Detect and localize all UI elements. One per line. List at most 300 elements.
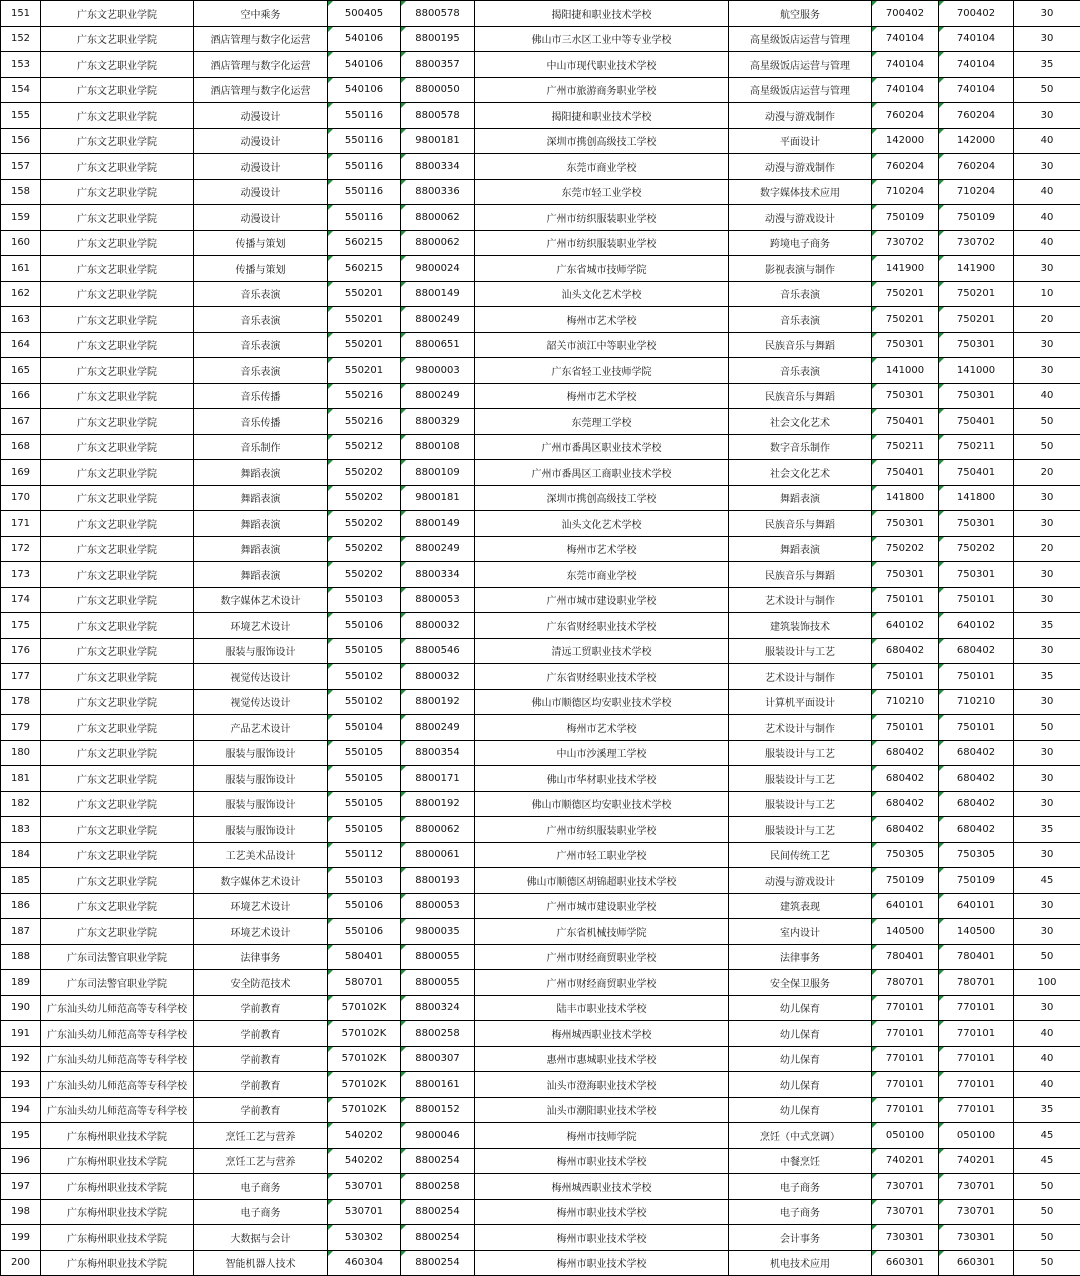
cell-secondary-major: 数字媒体技术应用 bbox=[729, 179, 872, 205]
cell-major-code: 540106 bbox=[328, 77, 401, 103]
cell-school-code: 8800050 bbox=[401, 77, 475, 103]
cell-row-number: 161 bbox=[1, 256, 41, 282]
table-row bbox=[1, 205, 1080, 231]
table-row bbox=[1, 1097, 1080, 1123]
cell-college: 广东文艺职业学院 bbox=[41, 358, 194, 384]
cell-major-code: 550202 bbox=[328, 485, 401, 511]
cell-school-code: 8800336 bbox=[401, 179, 475, 205]
cell-major-code: 550202 bbox=[328, 460, 401, 486]
table-row bbox=[1, 970, 1080, 996]
cell-school-code: 8800354 bbox=[401, 740, 475, 766]
table-row bbox=[1, 154, 1080, 180]
cell-secondary-code-a: 680402 bbox=[872, 740, 939, 766]
cell-secondary-major: 舞蹈表演 bbox=[729, 536, 872, 562]
cell-secondary-code-b: 750109 bbox=[939, 868, 1014, 894]
cell-quota: 20 bbox=[1014, 460, 1080, 486]
cell-secondary-major: 航空服务 bbox=[729, 1, 872, 27]
cell-row-number: 151 bbox=[1, 1, 41, 27]
cell-major-code: 550116 bbox=[328, 128, 401, 154]
cell-quota: 10 bbox=[1014, 281, 1080, 307]
cell-quota: 40 bbox=[1014, 1046, 1080, 1072]
table-row bbox=[1, 103, 1080, 129]
cell-secondary-code-a: 710210 bbox=[872, 689, 939, 715]
cell-partner-school: 佛山市三水区工业中等专业学校 bbox=[475, 26, 729, 52]
cell-row-number: 183 bbox=[1, 817, 41, 843]
cell-college: 广东文艺职业学院 bbox=[41, 868, 194, 894]
cell-college: 广东文艺职业学院 bbox=[41, 409, 194, 435]
cell-partner-school: 佛山市顺德区均安职业技术学校 bbox=[475, 689, 729, 715]
cell-partner-school: 陆丰市职业技术学校 bbox=[475, 995, 729, 1021]
cell-quota: 30 bbox=[1014, 740, 1080, 766]
cell-secondary-code-a: 730701 bbox=[872, 1174, 939, 1200]
cell-secondary-code-b: 750201 bbox=[939, 307, 1014, 333]
cell-row-number: 193 bbox=[1, 1072, 41, 1098]
table-row bbox=[1, 1046, 1080, 1072]
cell-college: 广东文艺职业学院 bbox=[41, 256, 194, 282]
cell-quota: 40 bbox=[1014, 383, 1080, 409]
cell-secondary-code-b: 050100 bbox=[939, 1123, 1014, 1149]
cell-secondary-code-a: 780701 bbox=[872, 970, 939, 996]
cell-row-number: 160 bbox=[1, 230, 41, 256]
cell-major: 舞蹈表演 bbox=[194, 460, 328, 486]
cell-quota: 50 bbox=[1014, 77, 1080, 103]
cell-school-code: 8800254 bbox=[401, 1225, 475, 1251]
cell-school-code: 8800053 bbox=[401, 587, 475, 613]
cell-major: 传播与策划 bbox=[194, 230, 328, 256]
cell-quota: 45 bbox=[1014, 1123, 1080, 1149]
table-row bbox=[1, 664, 1080, 690]
cell-secondary-code-a: 760204 bbox=[872, 154, 939, 180]
cell-major-code: 560215 bbox=[328, 230, 401, 256]
cell-major-code: 530701 bbox=[328, 1199, 401, 1225]
cell-secondary-code-b: 750101 bbox=[939, 664, 1014, 690]
cell-secondary-code-b: 750101 bbox=[939, 587, 1014, 613]
cell-major: 环境艺术设计 bbox=[194, 893, 328, 919]
cell-major: 视觉传达设计 bbox=[194, 664, 328, 690]
cell-major: 服装与服饰设计 bbox=[194, 791, 328, 817]
table-row bbox=[1, 944, 1080, 970]
cell-secondary-code-b: 750301 bbox=[939, 332, 1014, 358]
cell-quota: 30 bbox=[1014, 791, 1080, 817]
table-row bbox=[1, 919, 1080, 945]
cell-row-number: 179 bbox=[1, 715, 41, 741]
cell-row-number: 199 bbox=[1, 1225, 41, 1251]
cell-row-number: 184 bbox=[1, 842, 41, 868]
cell-row-number: 163 bbox=[1, 307, 41, 333]
cell-school-code: 8800053 bbox=[401, 893, 475, 919]
cell-college: 广东文艺职业学院 bbox=[41, 893, 194, 919]
cell-secondary-code-b: 770101 bbox=[939, 1072, 1014, 1098]
cell-quota: 30 bbox=[1014, 256, 1080, 282]
cell-major: 服装与服饰设计 bbox=[194, 740, 328, 766]
cell-quota: 35 bbox=[1014, 613, 1080, 639]
cell-partner-school: 梅州市职业技术学校 bbox=[475, 1199, 729, 1225]
cell-secondary-major: 计算机平面设计 bbox=[729, 689, 872, 715]
cell-major: 烹饪工艺与营养 bbox=[194, 1148, 328, 1174]
cell-partner-school: 梅州市职业技术学校 bbox=[475, 1250, 729, 1276]
cell-major: 酒店管理与数字化运营 bbox=[194, 77, 328, 103]
cell-secondary-code-a: 730301 bbox=[872, 1225, 939, 1251]
table-row bbox=[1, 1072, 1080, 1098]
cell-major: 舞蹈表演 bbox=[194, 511, 328, 537]
cell-major-code: 570102K bbox=[328, 1072, 401, 1098]
cell-partner-school: 佛山市顺德区胡锦超职业技术学校 bbox=[475, 868, 729, 894]
cell-partner-school: 东莞理工学校 bbox=[475, 409, 729, 435]
cell-secondary-code-a: 680402 bbox=[872, 638, 939, 664]
cell-school-code: 9800035 bbox=[401, 919, 475, 945]
cell-major: 动漫设计 bbox=[194, 179, 328, 205]
cell-secondary-code-a: 750101 bbox=[872, 715, 939, 741]
cell-row-number: 178 bbox=[1, 689, 41, 715]
cell-school-code: 8800546 bbox=[401, 638, 475, 664]
table-row bbox=[1, 128, 1080, 154]
cell-college: 广东汕头幼儿师范高等专科学校 bbox=[41, 1072, 194, 1098]
cell-school-code: 9800046 bbox=[401, 1123, 475, 1149]
cell-school-code: 9800181 bbox=[401, 485, 475, 511]
cell-school-code: 8800109 bbox=[401, 460, 475, 486]
cell-quota: 50 bbox=[1014, 715, 1080, 741]
cell-secondary-major: 高星级饭店运营与管理 bbox=[729, 26, 872, 52]
cell-major-code: 550116 bbox=[328, 205, 401, 231]
cell-quota: 30 bbox=[1014, 893, 1080, 919]
table-row bbox=[1, 332, 1080, 358]
cell-school-code: 8800149 bbox=[401, 281, 475, 307]
cell-secondary-code-b: 140500 bbox=[939, 919, 1014, 945]
cell-secondary-major: 舞蹈表演 bbox=[729, 485, 872, 511]
cell-major: 环境艺术设计 bbox=[194, 613, 328, 639]
cell-major-code: 550105 bbox=[328, 740, 401, 766]
cell-partner-school: 广东省机械技师学院 bbox=[475, 919, 729, 945]
cell-secondary-code-b: 750401 bbox=[939, 460, 1014, 486]
cell-college: 广东司法警官职业学院 bbox=[41, 944, 194, 970]
cell-secondary-code-b: 640101 bbox=[939, 893, 1014, 919]
cell-partner-school: 梅州市职业技术学校 bbox=[475, 1225, 729, 1251]
cell-major-code: 550105 bbox=[328, 638, 401, 664]
table-row bbox=[1, 1225, 1080, 1251]
table-row bbox=[1, 307, 1080, 333]
cell-major-code: 550106 bbox=[328, 893, 401, 919]
cell-school-code: 8800062 bbox=[401, 205, 475, 231]
cell-row-number: 190 bbox=[1, 995, 41, 1021]
cell-secondary-code-b: 750301 bbox=[939, 383, 1014, 409]
cell-row-number: 164 bbox=[1, 332, 41, 358]
cell-major-code: 580701 bbox=[328, 970, 401, 996]
cell-school-code: 8800195 bbox=[401, 26, 475, 52]
table-row bbox=[1, 1148, 1080, 1174]
cell-college: 广东文艺职业学院 bbox=[41, 638, 194, 664]
cell-partner-school: 广州市纺织服装职业学校 bbox=[475, 817, 729, 843]
cell-secondary-code-b: 750202 bbox=[939, 536, 1014, 562]
cell-major: 服装与服饰设计 bbox=[194, 817, 328, 843]
cell-college: 广东文艺职业学院 bbox=[41, 103, 194, 129]
cell-school-code: 8800192 bbox=[401, 791, 475, 817]
cell-secondary-code-b: 730702 bbox=[939, 230, 1014, 256]
cell-partner-school: 梅州市艺术学校 bbox=[475, 715, 729, 741]
cell-secondary-major: 跨境电子商务 bbox=[729, 230, 872, 256]
cell-secondary-major: 服装设计与工艺 bbox=[729, 638, 872, 664]
cell-college: 广东文艺职业学院 bbox=[41, 383, 194, 409]
cell-row-number: 182 bbox=[1, 791, 41, 817]
cell-secondary-major: 电子商务 bbox=[729, 1174, 872, 1200]
cell-secondary-code-a: 640101 bbox=[872, 893, 939, 919]
cell-secondary-code-a: 700402 bbox=[872, 1, 939, 27]
cell-secondary-code-b: 660301 bbox=[939, 1250, 1014, 1276]
cell-secondary-major: 服装设计与工艺 bbox=[729, 817, 872, 843]
cell-school-code: 8800062 bbox=[401, 230, 475, 256]
cell-college: 广东文艺职业学院 bbox=[41, 179, 194, 205]
cell-row-number: 165 bbox=[1, 358, 41, 384]
cell-quota: 40 bbox=[1014, 205, 1080, 231]
cell-college: 广东文艺职业学院 bbox=[41, 485, 194, 511]
cell-quota: 20 bbox=[1014, 307, 1080, 333]
table-row bbox=[1, 715, 1080, 741]
cell-major: 产品艺术设计 bbox=[194, 715, 328, 741]
cell-secondary-code-a: 750101 bbox=[872, 587, 939, 613]
cell-secondary-code-b: 740201 bbox=[939, 1148, 1014, 1174]
cell-secondary-code-b: 640102 bbox=[939, 613, 1014, 639]
cell-college: 广东梅州职业技术学院 bbox=[41, 1148, 194, 1174]
cell-college: 广东文艺职业学院 bbox=[41, 154, 194, 180]
cell-quota: 50 bbox=[1014, 1199, 1080, 1225]
cell-quota: 50 bbox=[1014, 1250, 1080, 1276]
cell-row-number: 181 bbox=[1, 766, 41, 792]
cell-secondary-major: 服装设计与工艺 bbox=[729, 766, 872, 792]
cell-major-code: 540202 bbox=[328, 1148, 401, 1174]
cell-partner-school: 惠州市惠城职业技术学校 bbox=[475, 1046, 729, 1072]
cell-row-number: 158 bbox=[1, 179, 41, 205]
cell-major: 学前教育 bbox=[194, 1097, 328, 1123]
table-row bbox=[1, 1199, 1080, 1225]
cell-partner-school: 广东省财经职业技术学校 bbox=[475, 613, 729, 639]
cell-school-code: 8800324 bbox=[401, 995, 475, 1021]
cell-secondary-code-b: 680402 bbox=[939, 817, 1014, 843]
cell-major-code: 550201 bbox=[328, 358, 401, 384]
cell-secondary-major: 艺术设计与制作 bbox=[729, 664, 872, 690]
cell-row-number: 197 bbox=[1, 1174, 41, 1200]
cell-major-code: 550116 bbox=[328, 154, 401, 180]
cell-quota: 30 bbox=[1014, 332, 1080, 358]
cell-row-number: 188 bbox=[1, 944, 41, 970]
cell-secondary-major: 民族音乐与舞蹈 bbox=[729, 511, 872, 537]
cell-college: 广东文艺职业学院 bbox=[41, 460, 194, 486]
cell-partner-school: 梅州市艺术学校 bbox=[475, 307, 729, 333]
cell-major-code: 540202 bbox=[328, 1123, 401, 1149]
cell-secondary-major: 音乐表演 bbox=[729, 307, 872, 333]
cell-partner-school: 佛山市顺德区均安职业技术学校 bbox=[475, 791, 729, 817]
cell-secondary-major: 电子商务 bbox=[729, 1199, 872, 1225]
cell-major: 舞蹈表演 bbox=[194, 536, 328, 562]
cell-secondary-code-b: 730701 bbox=[939, 1199, 1014, 1225]
cell-partner-school: 揭阳捷和职业技术学校 bbox=[475, 1, 729, 27]
table-body bbox=[1, 1, 1080, 1276]
cell-secondary-code-a: 640102 bbox=[872, 613, 939, 639]
cell-secondary-code-a: 770101 bbox=[872, 1021, 939, 1047]
cell-major-code: 550103 bbox=[328, 868, 401, 894]
table-row bbox=[1, 485, 1080, 511]
cell-partner-school: 清远工贸职业技术学校 bbox=[475, 638, 729, 664]
cell-secondary-code-a: 760204 bbox=[872, 103, 939, 129]
table-row bbox=[1, 613, 1080, 639]
cell-secondary-major: 影视表演与制作 bbox=[729, 256, 872, 282]
cell-secondary-code-a: 750211 bbox=[872, 434, 939, 460]
cell-secondary-major: 艺术设计与制作 bbox=[729, 587, 872, 613]
cell-row-number: 185 bbox=[1, 868, 41, 894]
cell-secondary-major: 幼儿保育 bbox=[729, 1046, 872, 1072]
cell-major-code: 550216 bbox=[328, 383, 401, 409]
table-row bbox=[1, 587, 1080, 613]
cell-quota: 40 bbox=[1014, 230, 1080, 256]
cell-major: 酒店管理与数字化运营 bbox=[194, 26, 328, 52]
cell-major-code: 580401 bbox=[328, 944, 401, 970]
cell-college: 广东文艺职业学院 bbox=[41, 26, 194, 52]
cell-quota: 40 bbox=[1014, 128, 1080, 154]
cell-row-number: 173 bbox=[1, 562, 41, 588]
cell-secondary-code-a: 680402 bbox=[872, 766, 939, 792]
cell-secondary-code-a: 750201 bbox=[872, 307, 939, 333]
cell-school-code: 9800003 bbox=[401, 358, 475, 384]
cell-row-number: 167 bbox=[1, 409, 41, 435]
cell-school-code: 8800062 bbox=[401, 817, 475, 843]
cell-college: 广东文艺职业学院 bbox=[41, 128, 194, 154]
cell-secondary-code-b: 750109 bbox=[939, 205, 1014, 231]
table-row bbox=[1, 766, 1080, 792]
cell-row-number: 168 bbox=[1, 434, 41, 460]
table-row bbox=[1, 1123, 1080, 1149]
cell-quota: 30 bbox=[1014, 358, 1080, 384]
cell-college: 广东梅州职业技术学院 bbox=[41, 1225, 194, 1251]
cell-secondary-code-a: 680402 bbox=[872, 791, 939, 817]
cell-partner-school: 佛山市华材职业技术学校 bbox=[475, 766, 729, 792]
cell-college: 广东文艺职业学院 bbox=[41, 332, 194, 358]
cell-row-number: 194 bbox=[1, 1097, 41, 1123]
cell-school-code: 8800061 bbox=[401, 842, 475, 868]
cell-partner-school: 广州市轻工职业学校 bbox=[475, 842, 729, 868]
cell-quota: 35 bbox=[1014, 664, 1080, 690]
cell-college: 广东文艺职业学院 bbox=[41, 919, 194, 945]
cell-quota: 30 bbox=[1014, 26, 1080, 52]
cell-quota: 30 bbox=[1014, 638, 1080, 664]
cell-secondary-major: 社会文化艺术 bbox=[729, 460, 872, 486]
cell-secondary-code-b: 740104 bbox=[939, 77, 1014, 103]
cell-college: 广东文艺职业学院 bbox=[41, 613, 194, 639]
cell-major: 服装与服饰设计 bbox=[194, 638, 328, 664]
cell-partner-school: 梅州城西职业技术学校 bbox=[475, 1174, 729, 1200]
cell-school-code: 8800254 bbox=[401, 1148, 475, 1174]
table-row bbox=[1, 1174, 1080, 1200]
cell-secondary-major: 动漫与游戏设计 bbox=[729, 868, 872, 894]
cell-secondary-major: 安全保卫服务 bbox=[729, 970, 872, 996]
cell-secondary-code-a: 750101 bbox=[872, 664, 939, 690]
cell-college: 广东文艺职业学院 bbox=[41, 715, 194, 741]
cell-secondary-code-a: 750201 bbox=[872, 281, 939, 307]
cell-secondary-code-a: 740104 bbox=[872, 26, 939, 52]
cell-secondary-code-a: 710204 bbox=[872, 179, 939, 205]
cell-major: 音乐传播 bbox=[194, 383, 328, 409]
cell-major-code: 500405 bbox=[328, 1, 401, 27]
cell-partner-school: 广州市财经商贸职业学校 bbox=[475, 970, 729, 996]
cell-school-code: 8800192 bbox=[401, 689, 475, 715]
cell-secondary-code-a: 750301 bbox=[872, 383, 939, 409]
cell-major: 音乐制作 bbox=[194, 434, 328, 460]
cell-secondary-major: 平面设计 bbox=[729, 128, 872, 154]
cell-secondary-major: 艺术设计与制作 bbox=[729, 715, 872, 741]
cell-college: 广东文艺职业学院 bbox=[41, 842, 194, 868]
table-row bbox=[1, 562, 1080, 588]
cell-secondary-major: 社会文化艺术 bbox=[729, 409, 872, 435]
cell-school-code: 8800258 bbox=[401, 1174, 475, 1200]
cell-partner-school: 梅州市技师学院 bbox=[475, 1123, 729, 1149]
cell-college: 广东司法警官职业学院 bbox=[41, 970, 194, 996]
cell-college: 广东文艺职业学院 bbox=[41, 689, 194, 715]
cell-secondary-code-b: 750101 bbox=[939, 715, 1014, 741]
cell-secondary-code-b: 750301 bbox=[939, 562, 1014, 588]
cell-row-number: 172 bbox=[1, 536, 41, 562]
cell-quota: 30 bbox=[1014, 103, 1080, 129]
cell-school-code: 9800181 bbox=[401, 128, 475, 154]
cell-school-code: 8800032 bbox=[401, 664, 475, 690]
cell-secondary-major: 民间传统工艺 bbox=[729, 842, 872, 868]
cell-major-code: 530701 bbox=[328, 1174, 401, 1200]
table-row bbox=[1, 256, 1080, 282]
cell-row-number: 176 bbox=[1, 638, 41, 664]
cell-major: 学前教育 bbox=[194, 1021, 328, 1047]
cell-partner-school: 深圳市携创高级技工学校 bbox=[475, 485, 729, 511]
cell-secondary-major: 幼儿保育 bbox=[729, 995, 872, 1021]
cell-row-number: 169 bbox=[1, 460, 41, 486]
cell-secondary-code-b: 750211 bbox=[939, 434, 1014, 460]
cell-row-number: 152 bbox=[1, 26, 41, 52]
cell-major-code: 530302 bbox=[328, 1225, 401, 1251]
cell-secondary-code-b: 740104 bbox=[939, 26, 1014, 52]
cell-quota: 30 bbox=[1014, 485, 1080, 511]
table-row bbox=[1, 409, 1080, 435]
cell-secondary-code-a: 740104 bbox=[872, 77, 939, 103]
cell-secondary-code-b: 680402 bbox=[939, 638, 1014, 664]
cell-college: 广东汕头幼儿师范高等专科学校 bbox=[41, 1097, 194, 1123]
cell-partner-school: 广州市纺织服装职业学校 bbox=[475, 205, 729, 231]
cell-quota: 30 bbox=[1014, 766, 1080, 792]
cell-secondary-major: 音乐表演 bbox=[729, 358, 872, 384]
cell-major: 法律事务 bbox=[194, 944, 328, 970]
cell-school-code: 8800108 bbox=[401, 434, 475, 460]
cell-quota: 30 bbox=[1014, 511, 1080, 537]
cell-major: 数字媒体艺术设计 bbox=[194, 587, 328, 613]
cell-major: 音乐表演 bbox=[194, 358, 328, 384]
table-row bbox=[1, 817, 1080, 843]
cell-quota: 50 bbox=[1014, 1174, 1080, 1200]
cell-major: 大数据与会计 bbox=[194, 1225, 328, 1251]
cell-partner-school: 梅州城西职业技术学校 bbox=[475, 1021, 729, 1047]
cell-row-number: 189 bbox=[1, 970, 41, 996]
cell-row-number: 157 bbox=[1, 154, 41, 180]
cell-major-code: 550104 bbox=[328, 715, 401, 741]
cell-college: 广东文艺职业学院 bbox=[41, 664, 194, 690]
cell-major: 音乐表演 bbox=[194, 307, 328, 333]
cell-quota: 50 bbox=[1014, 409, 1080, 435]
cell-major: 学前教育 bbox=[194, 1046, 328, 1072]
table-row bbox=[1, 434, 1080, 460]
cell-partner-school: 深圳市携创高级技工学校 bbox=[475, 128, 729, 154]
cell-partner-school: 东莞市轻工业学校 bbox=[475, 179, 729, 205]
cell-college: 广东文艺职业学院 bbox=[41, 77, 194, 103]
cell-major-code: 550102 bbox=[328, 664, 401, 690]
cell-major: 学前教育 bbox=[194, 1072, 328, 1098]
cell-college: 广东文艺职业学院 bbox=[41, 52, 194, 78]
cell-school-code: 8800161 bbox=[401, 1072, 475, 1098]
cell-quota: 30 bbox=[1014, 154, 1080, 180]
table-row bbox=[1, 383, 1080, 409]
cell-secondary-code-a: 141900 bbox=[872, 256, 939, 282]
